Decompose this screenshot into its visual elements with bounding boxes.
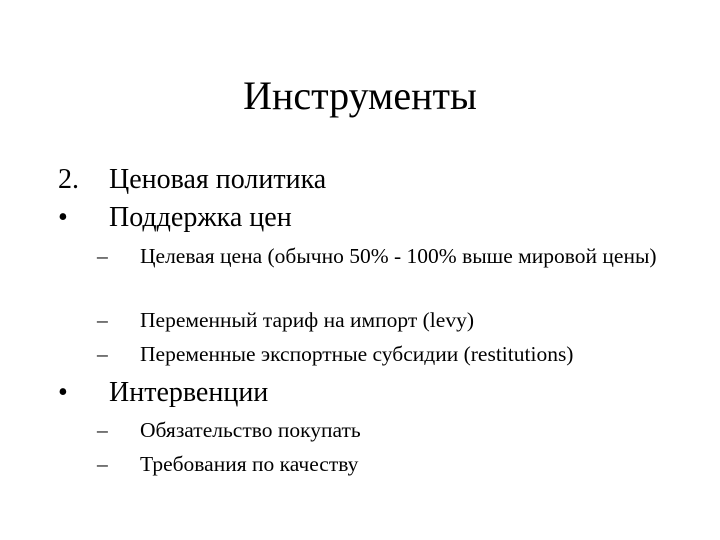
bullet-marker: • bbox=[58, 377, 68, 408]
dash-marker: – bbox=[97, 418, 108, 442]
list-item-text: Интервенции bbox=[109, 377, 269, 408]
list-item-text: Обязательство покупать bbox=[140, 418, 361, 442]
dash-marker: – bbox=[97, 342, 108, 366]
dash-marker: – bbox=[97, 308, 108, 332]
bullet-marker: • bbox=[58, 202, 68, 233]
dash-marker: – bbox=[97, 244, 108, 268]
list-item-text: Требования по качеству bbox=[140, 452, 359, 476]
list-item-text: Ценовая политика bbox=[109, 164, 327, 195]
list-item-text: Поддержка цен bbox=[109, 202, 292, 233]
list-item-text: Переменные экспортные субсидии (restitutions) bbox=[140, 342, 574, 366]
dash-marker: – bbox=[97, 452, 108, 476]
number-marker: 2. bbox=[58, 164, 79, 195]
list-item-text: Целевая цена (обычно 50% - 100% выше мировой цены) bbox=[140, 244, 657, 268]
slide-title: Инструменты bbox=[243, 73, 477, 118]
list-item-text: Переменный тариф на импорт (levy) bbox=[140, 308, 474, 332]
